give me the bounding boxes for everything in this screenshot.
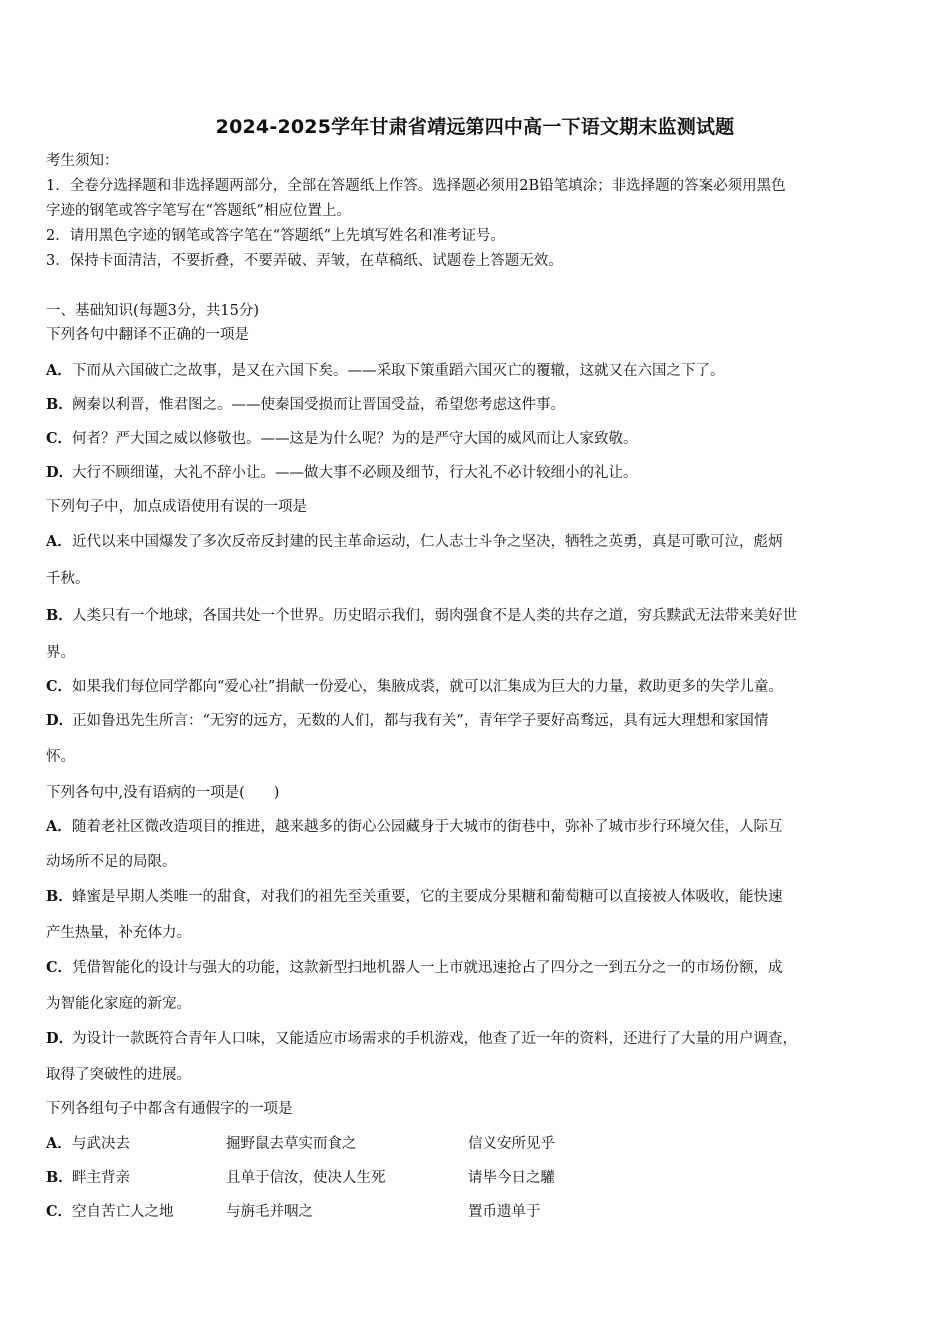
option-text: 蜂蜜是早期人类唯一的甜食，对我们的祖先至关重要，它的主要成分果糖和葡萄糖可以直接被人体吸收，能快速 xyxy=(72,889,783,905)
question-2-stem: 下列句子中，加点成语使用有误的一项是 xyxy=(46,499,307,515)
question-2-option-b-cont: 界。 xyxy=(46,645,75,661)
question-3-option-d xyxy=(46,1029,908,1049)
option-letter: D． xyxy=(46,464,74,481)
option-text: 随着老社区微改造项目的推进，越来越多的街心公园藏身于大城市的街巷中，弥补了城市步行环境欠佳，人际互 xyxy=(72,819,783,835)
question-2-option-b xyxy=(46,606,908,626)
question-4-option-a xyxy=(46,1134,130,1154)
question-2-option-a-cont: 千秋。 xyxy=(46,571,90,587)
option-letter: A． xyxy=(46,818,72,835)
question-3-option-d-cont: 取得了突破性的进展。 xyxy=(46,1067,191,1083)
option-letter: B． xyxy=(46,888,73,905)
question-4-option-b xyxy=(46,1168,130,1188)
option-text: 近代以来中国爆发了多次反帝反封建的民主革命运动，仁人志士斗争之坚决，牺牲之英勇，真是可歌可泣，彪炳 xyxy=(72,534,783,550)
option-text: 下而从六国破亡之故事，是又在六国下矣。——采取下策重蹈六国灭亡的覆辙，这就又在六国之下了。 xyxy=(72,363,725,379)
option-letter: B． xyxy=(46,396,73,413)
question-1-option-b xyxy=(46,395,908,415)
option-letter: B． xyxy=(46,607,73,624)
option-clause-1: 与武决去 xyxy=(72,1136,130,1152)
option-clause-2: 且单于信汝，使决人生死 xyxy=(226,1170,386,1186)
option-letter: A． xyxy=(46,362,72,379)
option-letter: C． xyxy=(46,430,73,447)
question-3-option-c-cont: 为智能化家庭的新宠。 xyxy=(46,996,191,1012)
question-3-option-b xyxy=(46,887,908,907)
question-3-option-c xyxy=(46,958,908,978)
question-1-stem: 下列各句中翻译不正确的一项是 xyxy=(46,327,249,343)
question-2-option-d xyxy=(46,711,908,731)
option-clause-3: 请毕今日之驩 xyxy=(468,1170,555,1186)
option-clause-2: 掘野鼠去草实而食之 xyxy=(226,1136,357,1152)
question-3-option-b-cont: 产生热量，补充体力。 xyxy=(46,925,191,941)
option-letter: D． xyxy=(46,712,74,729)
option-letter: A． xyxy=(46,533,72,550)
option-clause-2: 与旃毛并咽之 xyxy=(226,1204,313,1220)
question-3-option-a-cont: 动场所不足的局限。 xyxy=(46,854,177,870)
option-letter: B． xyxy=(46,1169,73,1186)
question-2-option-d-cont: 怀。 xyxy=(46,749,75,765)
notice-item-2: 2．请用黑色字迹的钢笔或答字笔在“答题纸”上先填写姓名和准考证号。 xyxy=(46,228,506,244)
notice-item-1-line-2: 字迹的钢笔或答字笔写在“答题纸”相应位置上。 xyxy=(46,203,351,219)
option-clause-1: 空自苦亡人之地 xyxy=(72,1204,174,1220)
option-text: 何者？严大国之威以修敬也。——这是为什么呢？为的是严守大国的威风而让人家致敬。 xyxy=(72,431,638,447)
option-clause-1: 畔主背亲 xyxy=(72,1170,130,1186)
option-clause-3: 置币遗单于 xyxy=(468,1204,541,1220)
question-4-option-c xyxy=(46,1202,174,1222)
question-2-option-c xyxy=(46,677,908,697)
option-letter: C． xyxy=(46,1203,73,1220)
question-1-option-a xyxy=(46,361,908,381)
section-heading: 一、基础知识(每题3分，共15分) xyxy=(46,303,259,319)
option-letter: C． xyxy=(46,959,73,976)
option-text: 大行不顾细谨，大礼不辞小让。——做大事不必顾及细节，行大礼不必计较细小的礼让。 xyxy=(72,465,638,481)
option-text: 凭借智能化的设计与强大的功能，这款新型扫地机器人一上市就迅速抢占了四分之一到五分之一的市场份额，成 xyxy=(72,960,783,976)
question-2-option-a xyxy=(46,532,908,552)
notice-item-3: 3．保持卡面清洁，不要折叠，不要弄破、弄皱，在草稿纸、试题卷上答题无效。 xyxy=(46,253,563,269)
question-3-option-a xyxy=(46,817,908,837)
option-text: 如果我们每位同学都向“爱心社”捐献一份爱心，集腋成裘，就可以汇集成为巨大的力量，救助更多的失学儿童。 xyxy=(72,679,783,695)
notice-heading: 考生须知： xyxy=(46,153,119,169)
option-text: 为设计一款既符合青年人口味，又能适应市场需求的手机游戏，他查了近一年的资料，还进行了大量的用户调查， xyxy=(72,1031,797,1047)
question-1-option-c xyxy=(46,429,908,449)
question-1-option-d xyxy=(46,463,908,483)
option-text: 正如鲁迅先生所言：“无穷的远方，无数的人们，都与我有关”，青年学子要好高骛远，具有远大理想和家国情 xyxy=(72,713,769,729)
question-3-stem: 下列各句中,没有语病的一项是( ) xyxy=(46,785,280,801)
option-clause-3: 信义安所见乎 xyxy=(468,1136,555,1152)
option-letter: C． xyxy=(46,678,73,695)
option-letter: D． xyxy=(46,1030,74,1047)
page-title: 2024-2025学年甘肃省靖远第四中高一下语文期末监测试题 xyxy=(215,116,735,138)
option-text: 人类只有一个地球，各国共处一个世界。历史昭示我们，弱肉强食不是人类的共存之道，穷兵黩武无法带来美好世 xyxy=(72,608,797,624)
option-text: 阙秦以利晋，惟君图之。——使秦国受损而让晋国受益，希望您考虑这件事。 xyxy=(72,397,565,413)
question-4-stem: 下列各组句子中都含有通假字的一项是 xyxy=(46,1101,293,1117)
option-letter: A． xyxy=(46,1135,72,1152)
notice-item-1-line-1: 1．全卷分选择题和非选择题两部分，全部在答题纸上作答。选择题必须用2B铅笔填涂；非选择题的答案必须用黑色 xyxy=(46,178,786,194)
